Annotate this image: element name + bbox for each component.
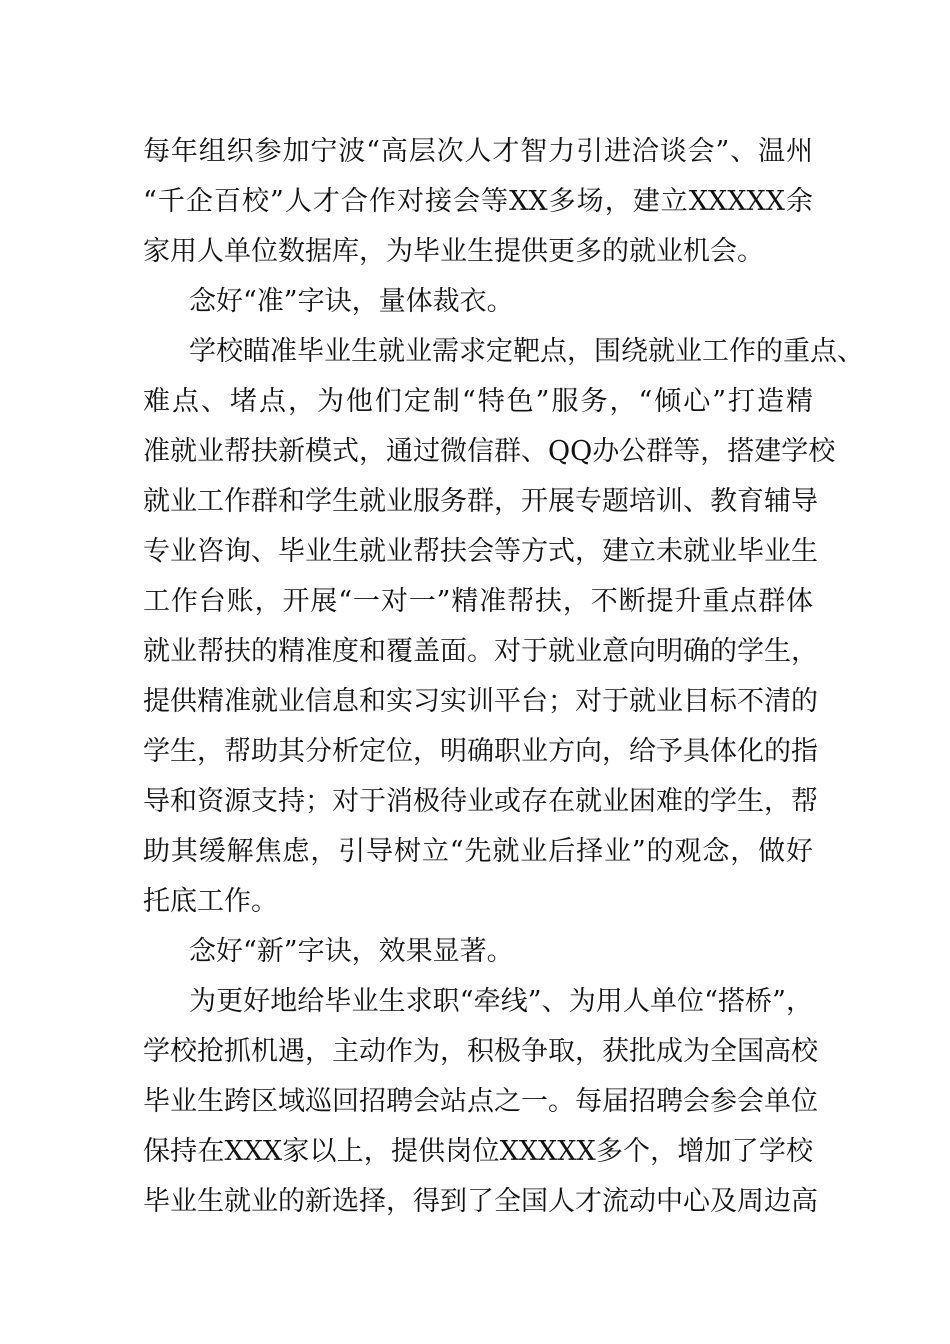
text-line: 毕业生跨区域巡回招聘会站点之一。每届招聘会参会单位 — [143, 1086, 818, 1117]
section-heading-xin: 念好“新”字诀，效果显著。 — [189, 936, 514, 967]
section-heading-zhun: 念好“准”字诀，量体裁衣。 — [189, 286, 514, 317]
text-line: 家用人单位数据库，为毕业生提供更多的就业机会。 — [143, 236, 764, 267]
body-text — [143, 127, 864, 1227]
text-line: 托底工作。 — [143, 886, 278, 917]
text-line: 工作台账，开展“一对一”精准帮扶，不断提升重点群体 — [143, 586, 813, 617]
text-line: “千企百校”人才合作对接会等XX多场，建立XXXXX余 — [143, 186, 813, 217]
text-line: 学生，帮助其分析定位，明确职业方向，给予具体化的指 — [143, 736, 818, 767]
text-line: 导和资源支持；对于消极待业或存在就业困难的学生，帮 — [143, 786, 818, 817]
text-line: 每年组织参加宁波“高层次人才智力引进洽谈会”、温州 — [143, 136, 813, 167]
text-line: 准就业帮扶新模式，通过微信群、QQ办公群等，搭建学校 — [143, 436, 836, 467]
text-line: 难点、堵点，为他们定制“特色”服务，“倾心”打造精 — [143, 386, 813, 417]
text-line: 助其缓解焦虑，引导树立“先就业后择业”的观念，做好 — [143, 836, 813, 867]
text-line: 就业帮扶的精准度和覆盖面。对于就业意向明确的学生， — [143, 636, 818, 667]
text-line: 学校抢抓机遇，主动作为，积极争取，获批成为全国高校 — [143, 1036, 818, 1067]
text-line: 保持在XXX家以上，提供岗位XXXXX多个，增加了学校 — [143, 1136, 813, 1167]
text-line: 为更好地给毕业生求职“牵线”、为用人单位“搭桥”， — [189, 986, 813, 1017]
text-line: 提供精准就业信息和实习实训平台；对于就业目标不清的 — [143, 686, 818, 717]
text-line: 毕业生就业的新选择，得到了全国人才流动中心及周边高 — [143, 1186, 818, 1217]
text-line: 就业工作群和学生就业服务群，开展专题培训、教育辅导 — [143, 486, 818, 517]
text-line: 专业咨询、毕业生就业帮扶会等方式，建立未就业毕业生 — [143, 536, 818, 567]
text-line: 学校瞄准毕业生就业需求定靶点，围绕就业工作的重点、 — [189, 336, 864, 367]
